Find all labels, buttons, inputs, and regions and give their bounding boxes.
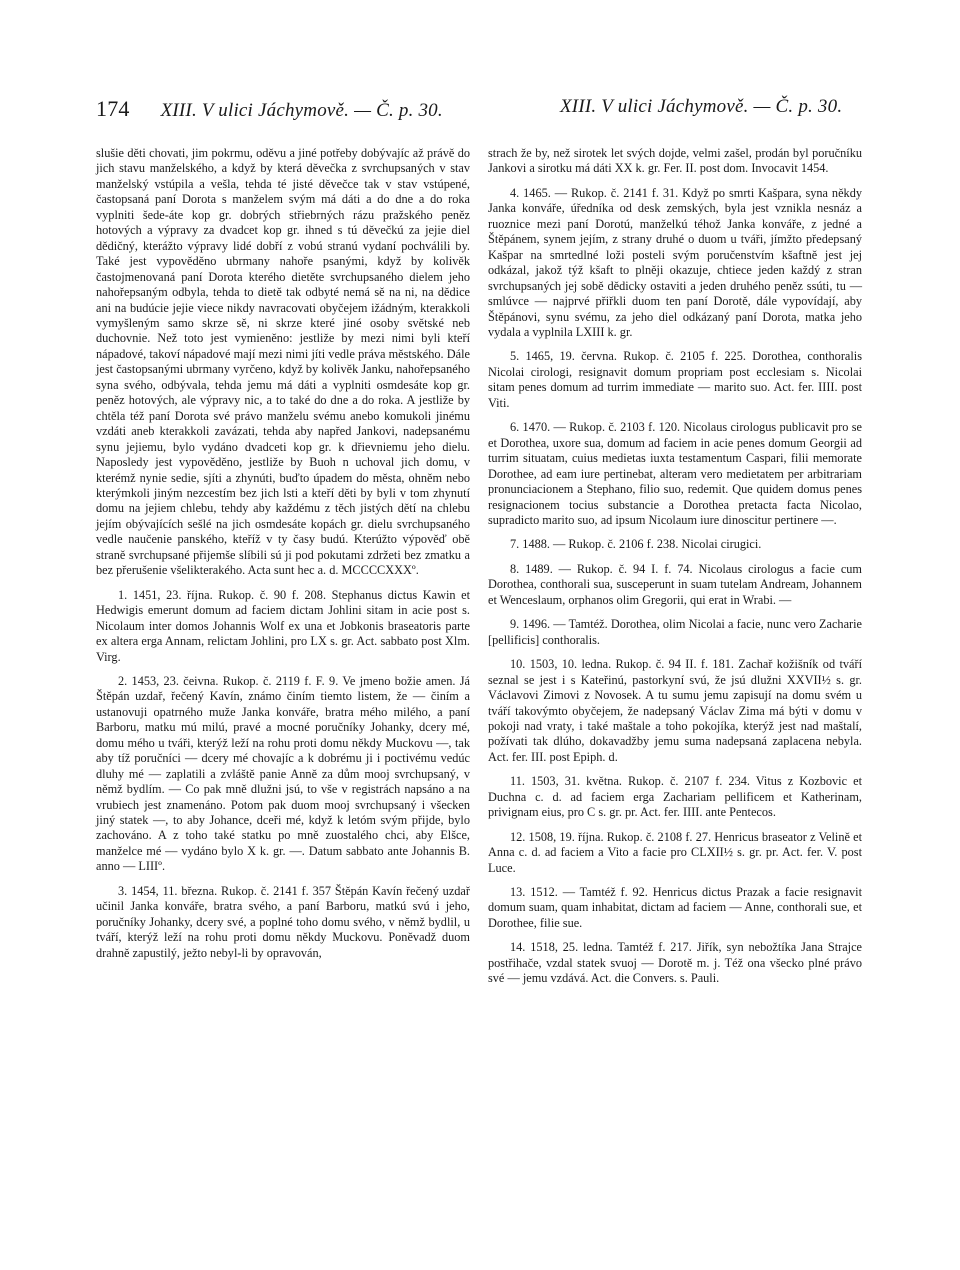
record-entry: 2. 1453, 23. čeivna. Rukop. č. 2119 f. F. 9. Ve jmeno božie amen. Já Štěpán uzdař, řečený Kavín, známo činím tiemto listem, že — činím a ustanovuji opatrného muže Janka konváře, bratra mého milého, a paní Barboru, matku mú milú, pravé a mocné poručníky Johanky, dcery mé, domu mého u tváři, kterýž leží na rohu proti domu někdy Muckovu —, tak aby tíž poručníci — dcery mé chovajíc a k dobrému ji i poctivému vedúc dluhy mé — zaplatili a zvláště panie Anně za dům mooj svrchupsaný, v němž bydlím. — Co pak mně dlužni jsú, to vše v registrách napsáno a na vrubiech jest znamenáno. Potom pak duom mooj svrchupsaný i všecken jiný statek —, to aby Johance, dceři mé, když k letóm svým přijde, bylo zachováno. A z toho také statku po mně zuostalého chci, aby Elšce, manželce mé — vydáno bylo X k. gr. —. Datum sabbato ante Johannis B. anno — LIIIº. <box>96 673 470 874</box>
page-number: 174 <box>96 96 130 121</box>
right-text-column <box>488 146 862 987</box>
record-entry: 3. 1454, 11. března. Rukop. č. 2141 f. 357 Štěpán Kavín řečený uzdař učinil Janka konváře, bratra svého, a paní Barboru, matkú svú i jeho, poručníky Johanky, dcery své, a poplné toho domu svého, v němž bydlil, u tváří, kterýž leží na rohu proti domu někdy Muckovu. Poněvadž duom drahně zapustilý, ježto nebyl-li by opravován, <box>96 883 470 960</box>
paragraph: slušie děti chovati, jim pokrmu, oděvu a jiné potřeby dobývajíc až právě do jich stavu manželského, a když by která děvečka z svrchupsaných v stav manželský vstúpila a vešla, tehda té jisté děvečce tak v stav vstúpené, častopsaná paní Dorota s manželem svým má dáti a do dne a do roka vyplniti šede-áte kop gr. dobrých střiebrných rázu pražského peněz hotových a výpravy za dvadcet kop gr. ihned s tú děvečkú za jejie diel dědičný, kterážto výpravy lidé dobří z vobú stranú vydaní pochválili by. Také jest vypověděno ubrmany nahoře psanými, když by kolivěk častojmenovaná paní Dorota kterého dietěte svrchupsaného dielem jeho nahořepsaným odbyla, tehda to dietě tak odbyté nemá sě na ni, na dědice ani na budúcie jejie viece nikdy navracovati obyčejem ižádným, kterakkoli vymyšleným samo skrze sě, ni skrze které jiné osoby světské neb duchovnie. Než toto jest vymieněno: jestliže by mezi nimi byli kteří nápadové, takoví nápadové mají mezi nimi jíti vedle práva městského. Dále jest častopsanými ubrmany vyrčeno, když by kolivěk Janku, nahořepsaného syna svého, odbývala, tehda jemu má dáti a vyplniti osmdesáte kop gr. peněz hotových, ale výpravy nic, a to také do dne a do roka. A jestliže by chtěla též paní Dorota své právo manželu svému anebo komukoli jinému vzdáti aneb kterakkoli zavázati, tehda aby napřed Jankovi, nadepsanému synu jejiemu, bylo vydáno dvadceti kop gr. k dřievniemu jeho dielu. Naposledy jest vypověděno, jestliže by Buoh n uchoval jich domu, v kterémž nynie sedie, sjíti a zhynúti, buďto úpadem do města, ohněm nebo kterýmkoli jiným nezcestím bez jich lsti a kteří děti by byli v tom zhynutí domu na jejiem chlebu, tehdy aby každému z těch jistých dětí na chlebu jejím obývajících sešlé na jich osmdesáte kopách gr. dielu svrchupsaného vedle naučenie panského, kteříž v ty časy budú. Kterúžto výpověď obě straně svrchupsané přijemše slíbili sú ji pod pokutami zdržeti bez zmatku a bez přerušenie všelikterakého. Acta sunt hec a. d. MCCCCXXXº. <box>96 146 470 578</box>
paragraph: strach že by, než sirotek let svých dojde, velmi zašel, prodán byl poručníku Jankovi a sirotku má dáti XX k. gr. Fer. II. post dom. Invocavit 1454. <box>488 146 862 176</box>
record-entry: 14. 1518, 25. ledna. Tamtéž f. 217. Jiřík, syn nebožtíka Jana Strajce postřihače, vzdal statek svuoj — Dorotě m. j. Též ona všecko plné právo své — jemu vzdává. Act. die Convers. s. Pauli. <box>488 940 862 986</box>
record-entry: 8. 1489. — Rukop. č. 94 I. f. 74. Nicolaus cirologus a facie cum Dorothea, conthorali sua, susceperunt in suam tutelam Andream, Johannem et Wenceslaum, orphanos olim Gregorii, qui erat in Wrabi. — <box>488 561 862 607</box>
record-entry: 6. 1470. — Rukop. č. 2103 f. 120. Nicolaus cirologus publicavit pro se et Dorothea, uxore sua, domum ad faciem in acie penes domum Georgii ad turrim situatam, cuius medietas iuxta testamentum Caspari, filii memorate Dorothee, ad eam iure pertinebat, alteram vero medietatem per arbitrariam pronunciacionem a Stephano, filio suo, redemit. Que quidem domus penes resignacionem tocius substancie a Dorothea pretacta facta Nicolao, supradicto marito suo, ad ipsum Nicolaum iure dinoscitur pertinere —. <box>488 420 862 527</box>
record-entry: 1. 1451, 23. října. Rukop. č. 90 f. 208. Stephanus dictus Kawin et Hedwigis emerunt domum ad faciem dictam Johlini sitam in acie post s. Nicolaum inter domos Johannis Wolf ex una et Jobkonis braseatoris parte ex altera erga Annam, relictam Johlini, pro LX s. gr. Act. sabbato post Xlm. Virg. <box>96 587 470 664</box>
running-title-left: XIII. V ulici Jáchymově. — Č. p. 30. <box>160 100 443 121</box>
record-entry: 10. 1503, 10. ledna. Rukop. č. 94 II. f. 181. Zachař kožišník od tváří seznal se jest i s Kateřinú, pastorkyní svú, že jsú dlužni XXVII½ s. gr. Václavovi Zimovi z Novosek. A tu sumu jemu zapisují na domu svém u tváří takovýmto obyčejem, že nadepsaný Václav Zima má býti v domu v pokoji nad vraty, i také maštale a toho pokojíka, kterýž jest nad maštalí, požívati tak dlúho, dokavadžby jemu suma nadepsaná zaplacena nebyla. Act. fer. III. post Epiph. d. <box>488 657 862 764</box>
record-entry: 4. 1465. — Rukop. č. 2141 f. 31. Když po smrti Kašpara, syna někdy Janka konváře, úředníka od desk zemských, byla jest vznikla nesnáz a ruoznice mezi paní Dorotú, manželkú téhož Janka konváře, z jedné a Štěpánem, synem jejím, z strany druhé o duom u tváři, jímžto předepsaný Kašpar na smrtedlné loži posteli svým poručenstvím kšaftně jest jej odkázal, jakož týž kšaft to plněji okazuje, chtiece jeden každý z stran svrchupsaných jej sobě dědicky ostaviti a jeden druhého peněz ssúti, tu — smlúvce — najprvé přiřkli duom ten paní Dorotě, dále vypovídají, aby Štěpánovi, synu svému, za jeho diel odkázaný paní Dorota, matka jeho vydala a vyplnila LXIII k. gr. <box>488 185 862 339</box>
record-entry: 13. 1512. — Tamtéž f. 92. Henricus dictus Prazak a facie resignavit domum suam, quam inhabitat, dictam ad faciem — Anne, conthorali sue, et Dorothee, filie sue. <box>488 885 862 930</box>
left-text-column <box>96 146 470 961</box>
record-entry: 7. 1488. — Rukop. č. 2106 f. 238. Nicolai cirugici. <box>510 537 762 552</box>
record-entry: 12. 1508, 19. října. Rukop. č. 2108 f. 27. Henricus braseator z Velině et Anna c. d. ad faciem a Vito a facie pro CLXII½ s. gr. pr. Act. fer. V. post Luce. <box>488 829 862 875</box>
running-header-left <box>96 96 443 122</box>
running-header-right <box>560 96 842 118</box>
running-title-right: XIII. V ulici Jáchymově. — Č. p. 30. <box>560 96 843 117</box>
record-entry: 11. 1503, 31. května. Rukop. č. 2107 f. 234. Vitus z Kozbovic et Duchna c. d. ad faciem erga Zachariam pellificem et Katherinam, privignam eius, pro C s. gr. pr. Act. fer. IIII. ante Pentecos. <box>488 774 862 820</box>
record-entry: 9. 1496. — Tamtéž. Dorothea, olim Nicolai a facie, nunc vero Zacharie [pellificis] conthoralis. <box>488 617 862 647</box>
record-entry: 5. 1465, 19. června. Rukop. č. 2105 f. 225. Dorothea, conthoralis Nicolai cirologi, resignavit domum propriam post ecclesiam s. Nicolai sitam penes domum ad turrim immediate — marito suo. Act. fer. IIII. post Viti. <box>488 349 862 410</box>
